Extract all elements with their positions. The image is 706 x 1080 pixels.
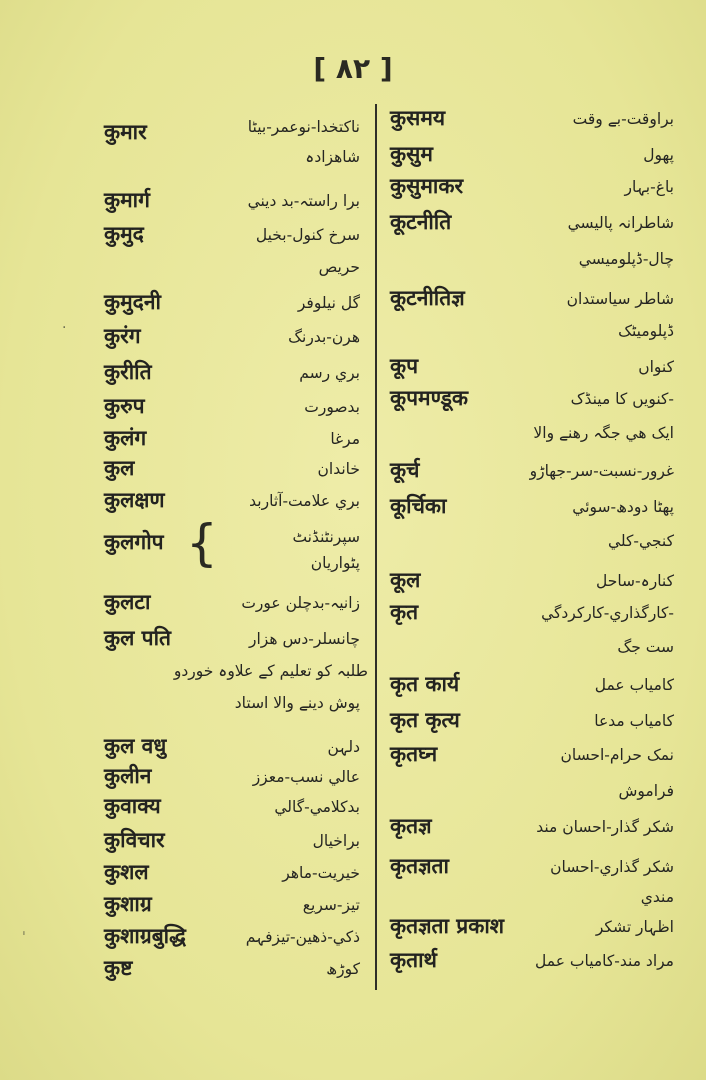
grouping-brace: { [186, 514, 218, 572]
urdu-meaning: شاطرانہ پالیسي [567, 214, 674, 232]
urdu-meaning: کنارہ-ساحل [596, 572, 674, 590]
hindi-headword: कुशाग्रबुद्धि [104, 924, 186, 948]
entry-row [94, 322, 366, 362]
urdu-meaning: حریص [318, 258, 360, 276]
entry-row [382, 104, 682, 144]
entry-row [382, 852, 682, 906]
entry-row [94, 486, 366, 526]
hindi-headword: कुलंग [104, 426, 147, 450]
hindi-headword: कुलगोप [104, 530, 164, 554]
urdu-meaning: کوڑھ [326, 960, 360, 978]
urdu-meaning: کنواں [638, 358, 674, 376]
urdu-meaning: برا راستہ-بد دیني [247, 192, 360, 210]
urdu-meaning: نمک حرام-احسان [560, 746, 674, 764]
urdu-meaning: ڈپلومیٹک [618, 322, 674, 340]
hindi-headword: कुशाग्र [104, 892, 152, 916]
hindi-headword: कुल [104, 456, 135, 480]
hindi-headword: कुसमय [390, 106, 446, 130]
hindi-headword: कुमार्ग [104, 188, 150, 212]
column-divider [375, 104, 377, 990]
urdu-meaning: خیریت-ماهر [282, 864, 360, 882]
urdu-meaning: ست جگ [617, 638, 674, 656]
entry-row [382, 598, 682, 656]
entry-row [94, 522, 366, 572]
entry-row [94, 624, 368, 712]
urdu-meaning: ناکتخدا-نوعمر-بیٹا [247, 118, 360, 136]
hindi-headword: कुरंग [104, 324, 141, 348]
entry-row [382, 284, 682, 340]
urdu-meaning: دلہن [327, 738, 360, 756]
hindi-headword: कुरीति [104, 360, 152, 384]
urdu-meaning: عالي نسب-معزز [252, 768, 360, 786]
urdu-meaning: شکر گذاري-احسان [550, 858, 674, 876]
hindi-headword: कुविचार [104, 828, 165, 852]
entry-row [382, 172, 682, 212]
hindi-headword: कुल वधु [104, 734, 167, 758]
urdu-meaning: پھول [643, 146, 674, 164]
entry-row [94, 220, 366, 276]
urdu-meaning: ایک هي جگہ رهنے والا [533, 424, 674, 442]
urdu-meaning: کنجي-کلي [607, 532, 674, 550]
urdu-meaning: پوش دینے والا استاد [234, 694, 360, 712]
entry-row [94, 954, 366, 994]
urdu-meaning: کامیاب مدعا [594, 712, 674, 730]
entry-row [382, 492, 682, 550]
page-number: [ ٨٢ ] [313, 52, 393, 85]
urdu-meaning: گل نیلوفر [297, 294, 360, 312]
urdu-meaning: -کنویں کا مینڈک [570, 390, 674, 408]
urdu-meaning: غرور-نسبت-سر-جھاڑو [529, 462, 674, 480]
hindi-headword: कुलक्षण [104, 488, 165, 512]
entry-row [94, 588, 366, 628]
urdu-meaning: ذکي-ذهین-تیزفہم [245, 928, 360, 946]
urdu-meaning: باغ-بہار [624, 178, 674, 196]
urdu-meaning: چانسلر-دس هزار [249, 630, 360, 648]
urdu-meaning: -کارگذاري-کارکردگي [541, 604, 674, 622]
hindi-headword: कूर्चिका [390, 494, 447, 518]
hindi-headword: कूटनीतिज्ञ [390, 286, 465, 310]
hindi-headword: कूटनीति [390, 210, 452, 234]
urdu-meaning: چال-ڈپلومیسي [578, 250, 674, 268]
hindi-headword: कृतघ्न [390, 742, 438, 766]
urdu-meaning: براخیال [312, 832, 360, 850]
urdu-meaning: سپرنٹنڈنٹ [292, 528, 360, 546]
hindi-headword: कृत कृत्य [390, 708, 460, 732]
entry-row [382, 946, 682, 986]
hindi-headword: कृतज्ञ [390, 814, 432, 838]
urdu-meaning: کامیاب عمل [594, 676, 674, 694]
entry-row [94, 112, 366, 166]
entry-row [382, 740, 682, 800]
urdu-meaning: شکر گذار-احسان مند [536, 818, 674, 836]
urdu-meaning: بدکلامي-گالي [274, 798, 360, 816]
hindi-headword: कुसुमाकर [390, 174, 464, 198]
hindi-headword: कुमुद [104, 222, 144, 246]
urdu-meaning: اظہار تشکر [595, 918, 674, 936]
urdu-meaning: زانیہ-بدچلن عورت [241, 594, 360, 612]
margin-mark: · [62, 320, 67, 336]
hindi-headword: कूर्च [390, 458, 420, 482]
entry-row [382, 384, 682, 442]
hindi-headword: कुमुदनी [104, 290, 161, 314]
margin-mark: ˈ [22, 930, 26, 946]
hindi-headword: कुशल [104, 860, 149, 884]
entry-row [382, 812, 682, 852]
urdu-meaning: بري علامت-آثاربد [249, 492, 360, 510]
urdu-meaning: شاطر سیاستدان [566, 290, 674, 308]
hindi-headword: कुसुम [390, 142, 433, 166]
urdu-meaning: بدصورت [304, 398, 360, 416]
hindi-headword: कूपमण्डूक [390, 386, 468, 410]
entry-row [382, 670, 682, 710]
urdu-meaning: مراد مند-کامیاب عمل [535, 952, 674, 970]
entry-row [382, 456, 682, 496]
urdu-meaning: پٹواریان [310, 554, 360, 572]
urdu-meaning: سرخ کنول-بخیل [255, 226, 360, 244]
urdu-meaning: هرن-بدرنگ [288, 328, 360, 346]
entry-row [382, 208, 682, 268]
urdu-meaning: تیز-سریع [302, 896, 360, 914]
hindi-headword: कुष्ट [104, 956, 133, 980]
hindi-headword: कृतार्थ [390, 948, 437, 972]
hindi-headword: कृतज्ञता प्रकाश [390, 914, 505, 938]
hindi-headword: कुलीन [104, 764, 152, 788]
urdu-meaning: فراموش [618, 782, 674, 800]
hindi-headword: कूल [390, 568, 421, 592]
urdu-meaning: براوقت-بے وقت [572, 110, 674, 128]
hindi-headword: कुमार [104, 120, 147, 144]
hindi-headword: कृत कार्य [390, 672, 460, 696]
hindi-headword: कृत [390, 600, 419, 624]
urdu-meaning: مندي [640, 888, 674, 906]
hindi-headword: कुल पति [104, 626, 172, 650]
urdu-meaning: پھٹا دودھ-سوئي [572, 498, 674, 516]
hindi-headword: कुलटा [104, 590, 151, 614]
urdu-meaning: شاهزادہ [305, 148, 360, 166]
urdu-meaning: بري رسم [299, 364, 360, 382]
hindi-headword: कूप [390, 354, 419, 378]
hindi-headword: कृतज्ञता [390, 854, 449, 878]
hindi-headword: कुवाक्य [104, 794, 161, 818]
urdu-meaning: طلبہ کو تعلیم کے علاوہ خوردو [173, 662, 368, 680]
urdu-meaning: خاندان [317, 460, 360, 478]
hindi-headword: कुरुप [104, 394, 145, 418]
urdu-meaning: مرغا [330, 430, 360, 448]
